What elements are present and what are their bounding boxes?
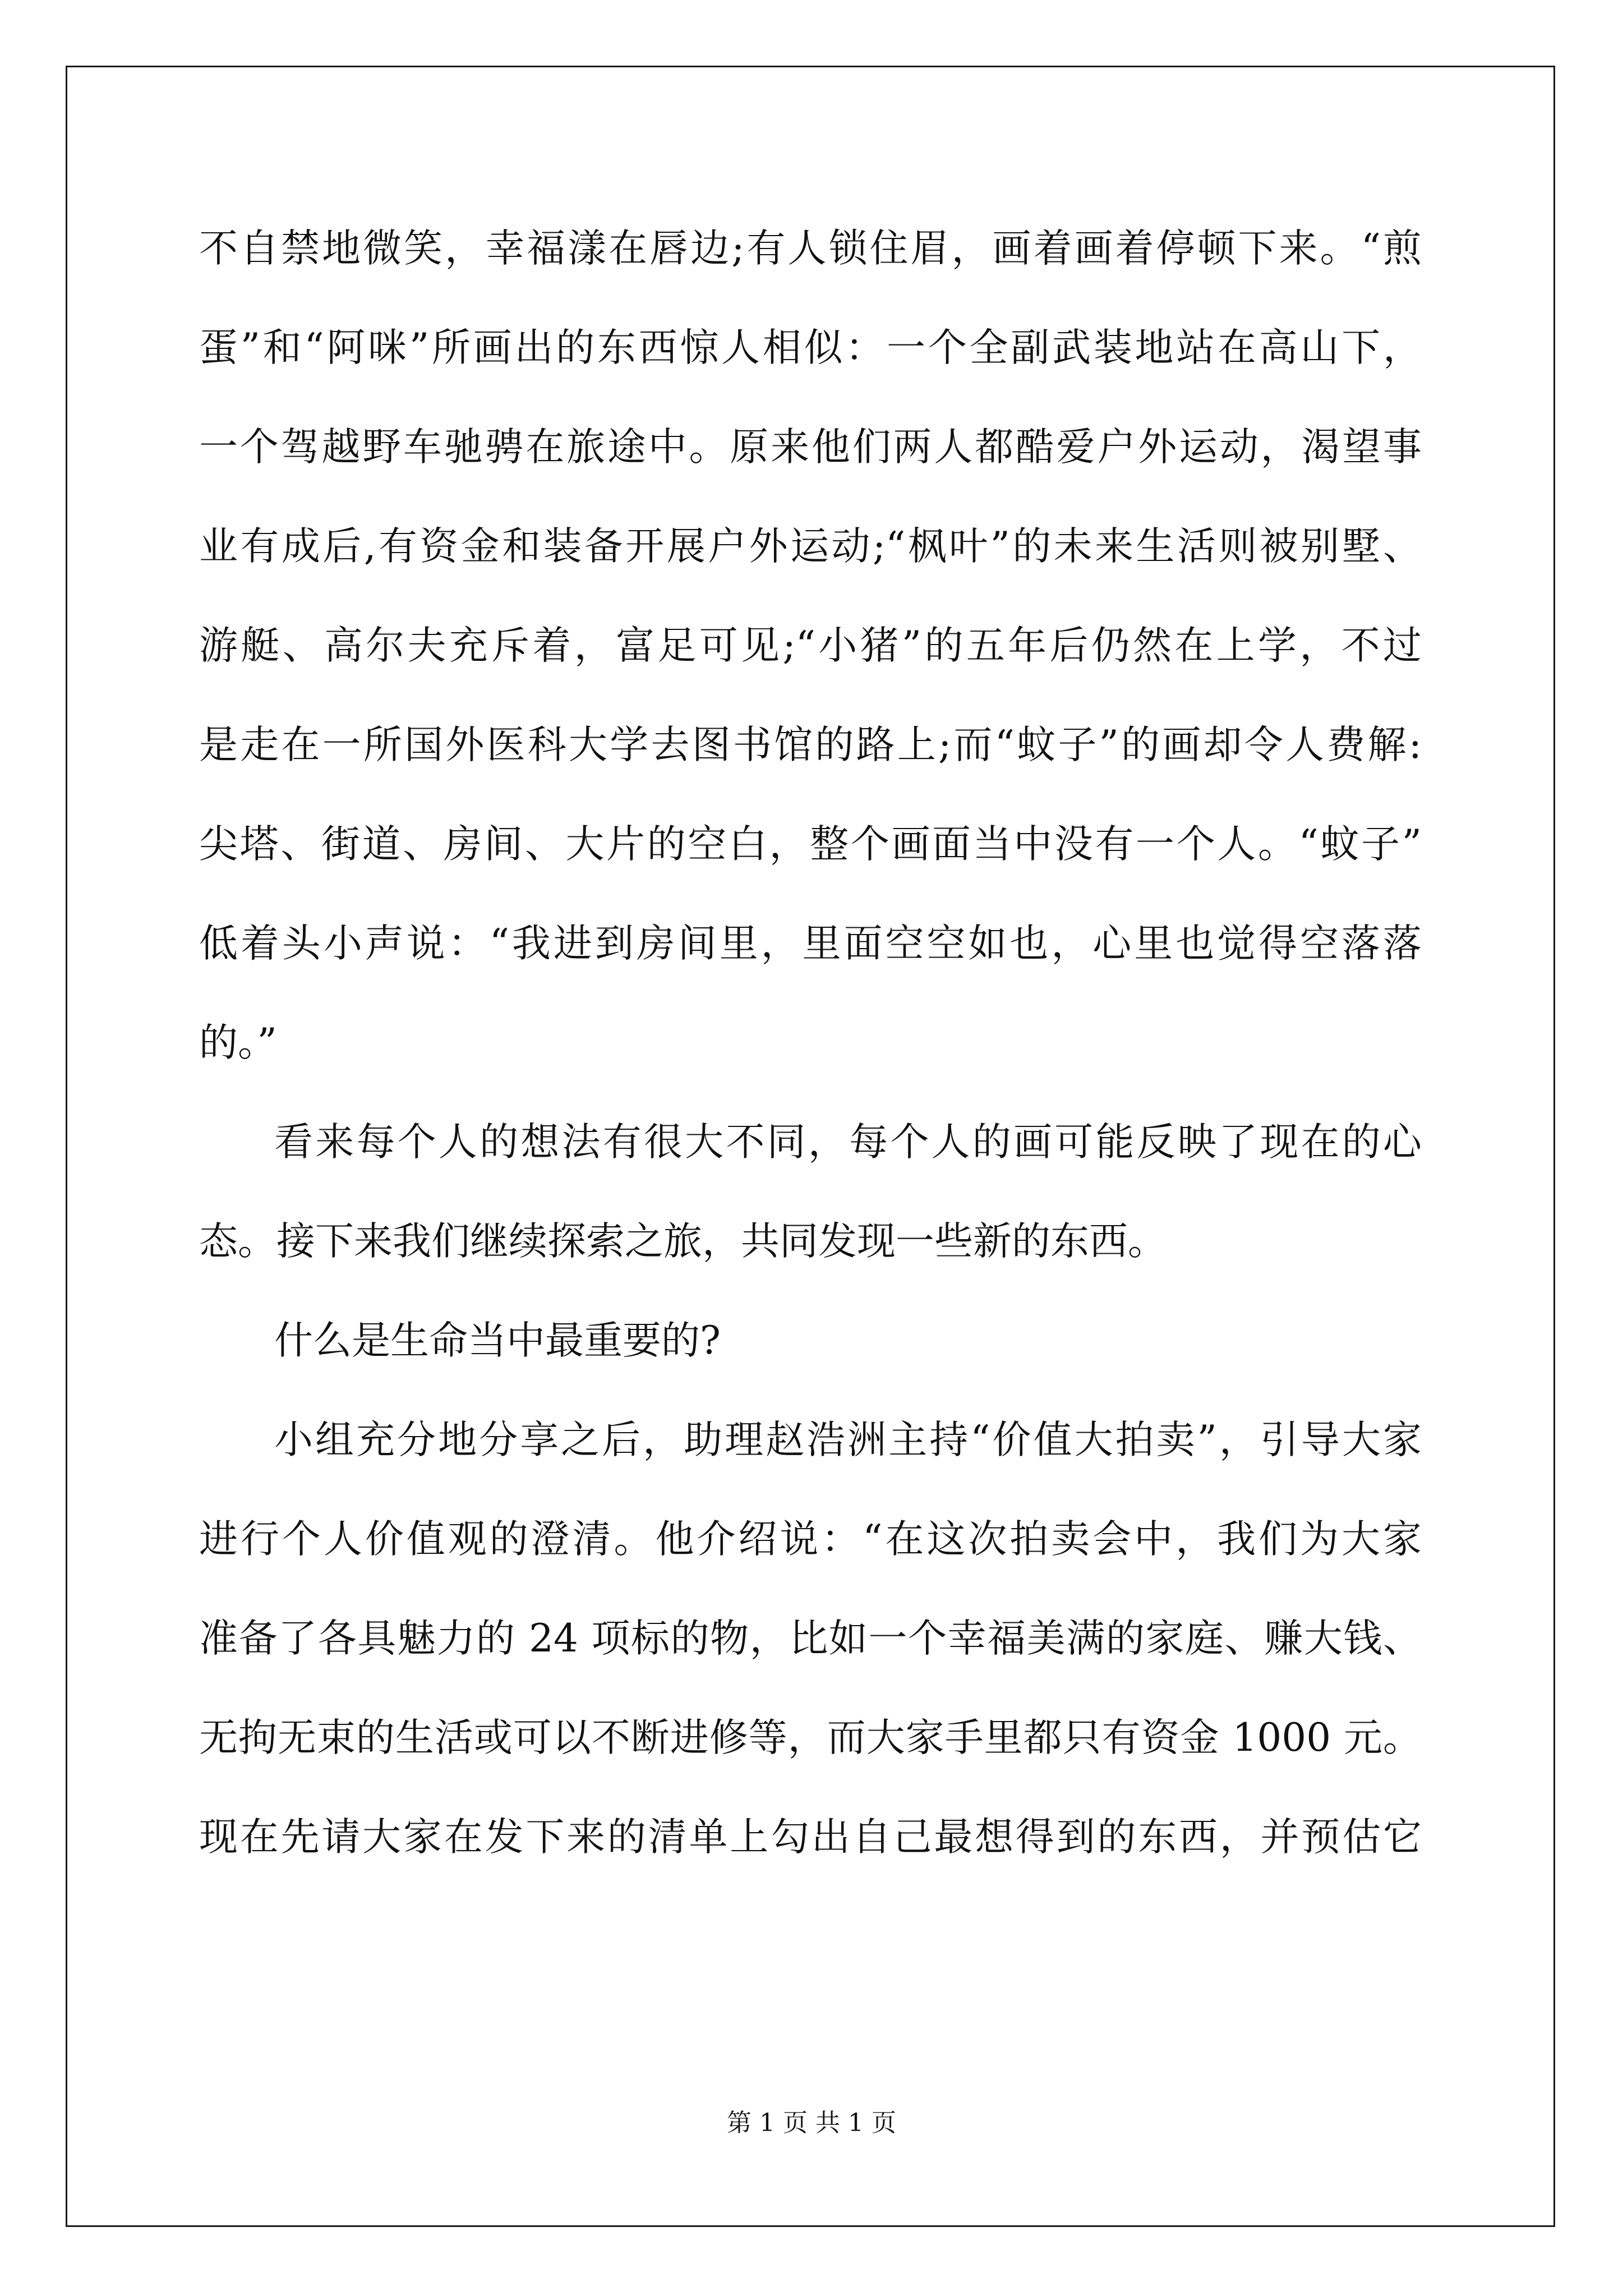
text-line: 的。” [199,1020,277,1065]
text-line: 进行个人价值观的澄清。他介绍说：“在这次拍卖会中，我们为大家 [199,1517,1422,1562]
text-line: 低着头小声说：“我进到房间里，里面空空如也，心里也觉得空落落 [199,921,1422,966]
text-line: 什么是生命当中最重要的? [274,1318,721,1363]
text-line: 现在先请大家在发下来的清单上勾出自己最想得到的东西，并预估它 [199,1815,1422,1860]
document-body [199,199,1422,1887]
text-line: 准备了各具魅力的 24 项标的物，比如一个幸福美满的家庭、赚大钱、 [199,1616,1422,1661]
text-line: 游艇、高尔夫充斥着，富足可见;“小猪”的五年后仍然在上学，不过 [199,623,1422,668]
text-line: 蛋”和“阿咪”所画出的东西惊人相似：一个全副武装地站在高山下， [199,325,1422,370]
text-line: 业有成后,有资金和装备开展户外运动;“枫叶”的未来生活则被别墅、 [199,524,1422,569]
text-line: 看来每个人的想法有很大不同，每个人的画可能反映了现在的心 [274,1120,1422,1165]
text-line: 尖塔、街道、房间、大片的空白，整个画面当中没有一个人。“蚊子” [199,822,1422,867]
text-line: 无拘无束的生活或可以不断进修等，而大家手里都只有资金 1000 元。 [199,1715,1422,1760]
text-line: 态。接下来我们继续探索之旅，共同发现一些新的东西。 [199,1219,1166,1264]
text-line: 不自禁地微笑，幸福漾在唇边;有人锁住眉，画着画着停顿下来。“煎 [199,226,1422,271]
page-number-footer: 第 1 页 共 1 页 [727,2109,896,2137]
text-line: 一个驾越野车驰骋在旅途中。原来他们两人都酷爱户外运动，渴望事 [199,425,1422,470]
text-line: 是走在一所国外医科大学去图书馆的路上;而“蚊子”的画却令人费解: [199,723,1422,767]
text-line: 小组充分地分享之后，助理赵浩洲主持“价值大拍卖”，引导大家 [274,1418,1422,1462]
